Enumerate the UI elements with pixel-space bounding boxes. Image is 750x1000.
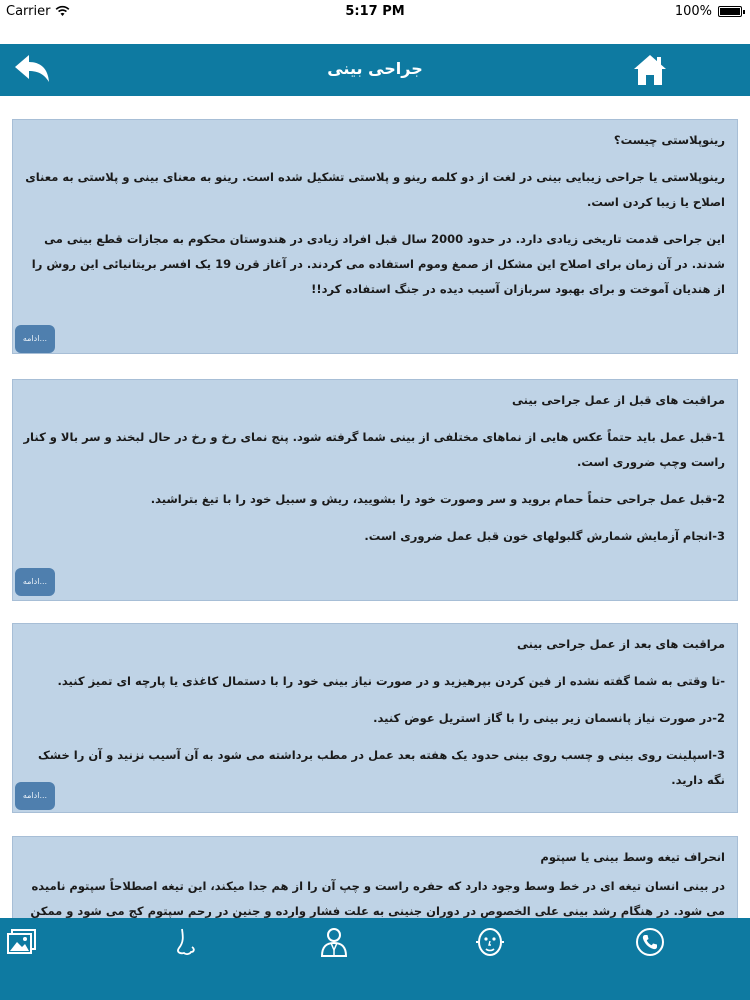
card-paragraph: 2-قبل عمل جراحی حتماً حمام بروید و سر وصورت خود را بشویید، ریش و سبیل خود را با تیغ بتراشید. xyxy=(150,492,725,506)
card-body xyxy=(13,624,737,793)
battery-icon xyxy=(718,6,742,17)
battery-fill xyxy=(720,8,740,15)
nav-bar xyxy=(0,44,750,96)
face-icon[interactable] xyxy=(474,926,506,958)
card-paragraph: رینوپلاستی یا جراحی زیبایی بینی در لغت از دو کلمه رینو و پلاستی تشکیل شده است. رینو به معنای بینی و پلاستی به معنای اصلاح یا زیبا کردن است. xyxy=(25,170,725,209)
article-card-pre-op-care[interactable] xyxy=(12,379,738,601)
card-body xyxy=(13,120,737,302)
card-paragraph: 3-انجام آزمایش شمارش گلبولهای خون قبل عمل ضروری است. xyxy=(364,529,725,543)
article-list[interactable] xyxy=(0,96,750,918)
status-right xyxy=(675,4,742,19)
carrier-label: Carrier xyxy=(6,4,51,19)
card-body xyxy=(13,380,737,549)
card-paragraph: 1-قبل عمل باید حتماً عکس هایی از نماهای مختلفی از بینی شما گرفته شود. پنج نمای رخ و رخ در حال لبخند و سر بالا و کنار راست وچپ ضروری است. xyxy=(23,430,725,469)
card-paragraph: در بینی انسان تیغه ای در خط وسط وجود دارد که حفره راست و چپ آن را از هم جدا میکند، این تیغه اصطلاحاً سپتوم نامیده می شود. در هنگام رشد بینی علی الخصوص در دوران جنینی به علت فشار وارده و جنین در رحم سپتوم کج می شود و ممکن xyxy=(30,879,725,918)
tab-bar xyxy=(0,918,750,1000)
card-paragraph: 2-در صورت نیاز پانسمان زیر بینی را با گاز استریل عوض کنید. xyxy=(373,711,725,725)
article-card-post-op-care[interactable] xyxy=(12,623,738,813)
nose-icon[interactable] xyxy=(170,926,202,958)
card-paragraph: 3-اسپلینت روی بینی و چسب روی بینی حدود یک هفته بعد عمل در مطب برداشته می شود به آن آسیب نزنید و آن را خشک نگه دارید. xyxy=(38,748,725,787)
status-bar xyxy=(0,0,750,22)
phone-icon[interactable] xyxy=(634,926,666,958)
home-icon[interactable] xyxy=(632,52,668,88)
read-more-button[interactable]: ادامه... xyxy=(15,325,55,353)
card-title: انحراف تیغه وسط بینی یا سپتوم xyxy=(540,850,725,864)
read-more-button[interactable]: ادامه... xyxy=(15,568,55,596)
article-card-rhinoplasty[interactable] xyxy=(12,119,738,354)
card-title: رینوپلاستی چیست؟ xyxy=(613,133,725,147)
read-more-button[interactable]: ادامه... xyxy=(15,782,55,810)
card-title: مراقبت های قبل از عمل جراحی بینی xyxy=(512,393,725,407)
card-paragraph: این جراحی قدمت تاریخی زیادی دارد. در حدود 2000 سال قبل افراد زیادی در هندوستان محکوم به مجازات قطع بینی می شدند. در آن زمان برای اصلاح این مشکل از صمغ وموم استفاده می کردند. در آغاز قرن 19 یک افسر بریتانیائی این روش را از هندیان آموخت و برای بهبود سربازان آسیب دیده در جنگ استفاده کرد!! xyxy=(31,232,725,296)
battery-percent: 100% xyxy=(674,4,712,19)
page-title: جراحی بینی xyxy=(327,59,423,78)
status-time: 5:17 PM xyxy=(345,4,405,19)
card-title: مراقبت های بعد از عمل جراحی بینی xyxy=(517,637,725,651)
card-paragraph: -تا وقتی به شما گفته نشده از فین کردن بپرهیزید و در صورت نیاز بینی خود را با دستمال کاغذی یا پارچه ای تمیز کنید. xyxy=(57,674,725,688)
gallery-icon[interactable] xyxy=(6,926,38,958)
doctor-icon[interactable] xyxy=(318,926,350,958)
